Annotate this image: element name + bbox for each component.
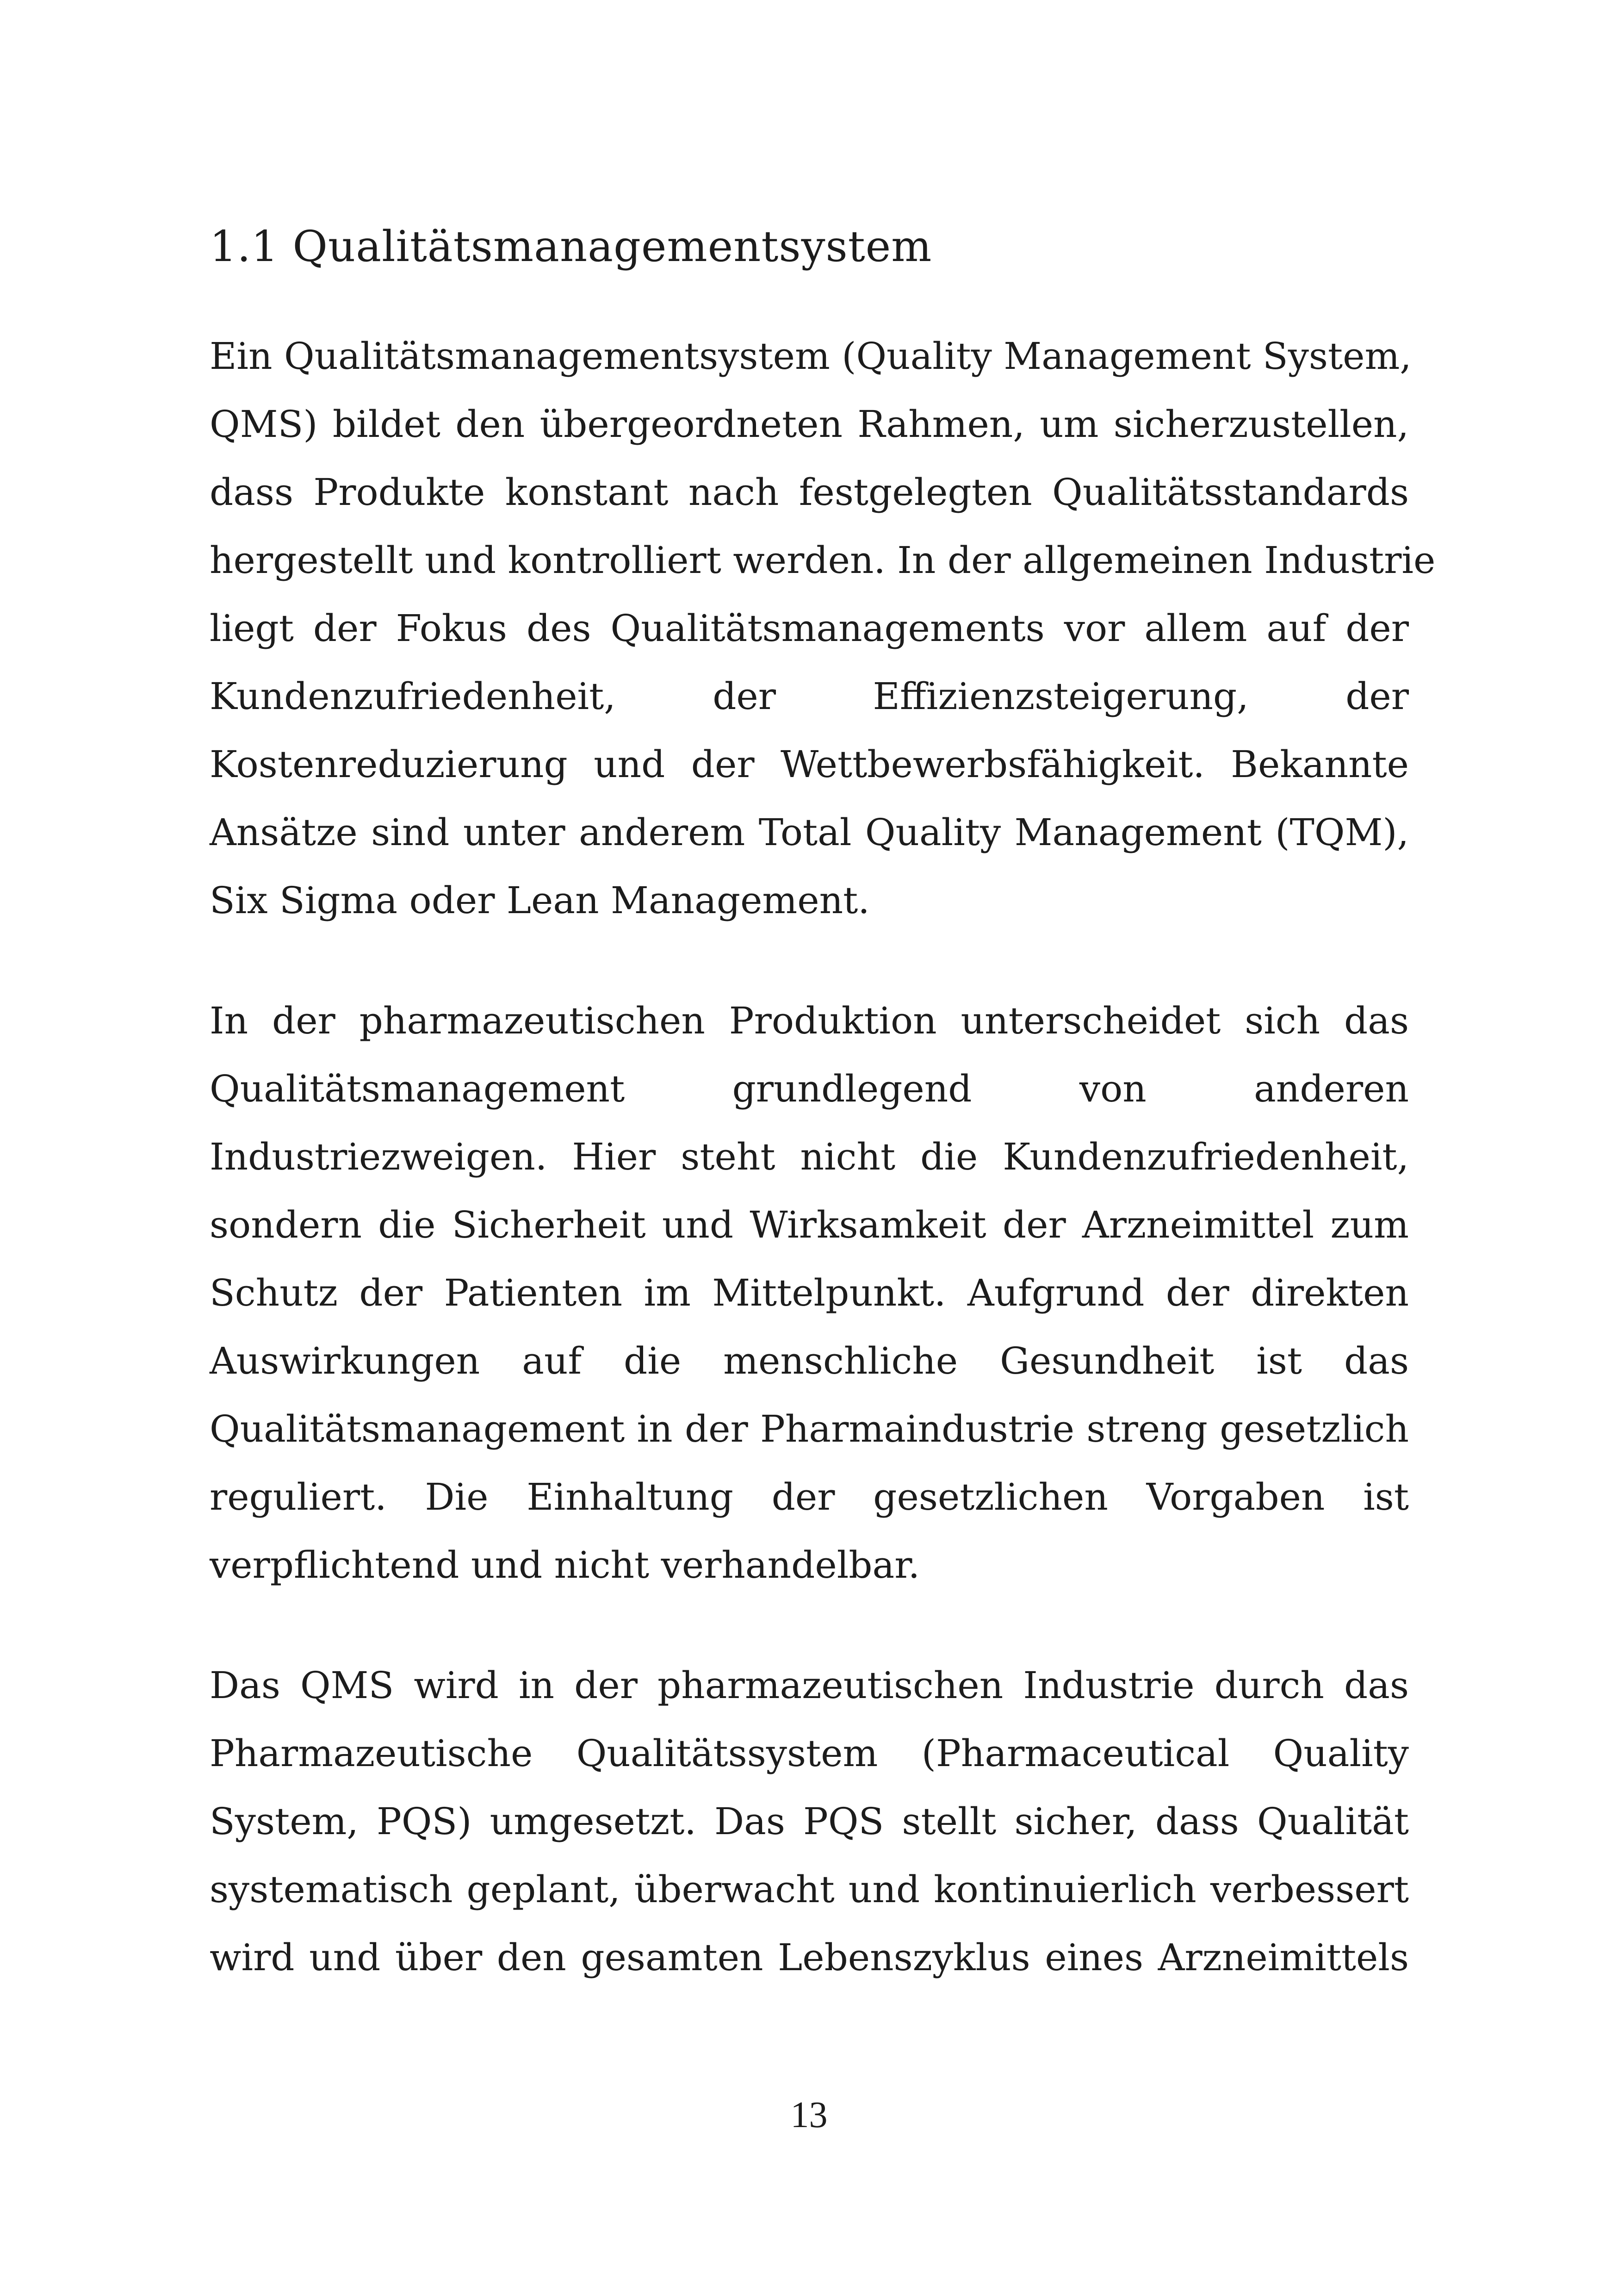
text-line: Ein Qualitätsmanagementsystem (Quality Management System, [210,335,1412,378]
text-line: systematisch geplant, überwacht und kontinuierlich verbessert [210,1868,1409,1911]
text-line: wird und über den gesamten Lebenszyklus eines Arzneimittels [210,1936,1409,1979]
text-line: hergestellt und kontrolliert werden. In der allgemeinen Industrie [210,539,1436,582]
paragraph-pqs [210,1651,1409,1991]
text-line: In der pharmazeutischen Produktion unterscheidet sich das [210,999,1409,1042]
text-line: Qualitätsmanagement grundlegend von anderen [210,1067,1409,1110]
text-line: sondern die Sicherheit und Wirksamkeit der Arzneimittel zum [210,1203,1409,1246]
text-line: reguliert. Die Einhaltung der gesetzlichen Vorgaben ist [210,1475,1409,1518]
text-line: Kostenreduzierung und der Wettbewerbsfähigkeit. Bekannte [210,743,1409,786]
text-line: Qualitätsmanagement in der Pharmaindustrie streng gesetzlich [210,1407,1409,1450]
text-line: QMS) bildet den übergeordneten Rahmen, um sicherzustellen, [210,403,1409,446]
text-line: Schutz der Patienten im Mittelpunkt. Aufgrund der direkten [210,1271,1409,1314]
text-line: Pharmazeutische Qualitätssystem (Pharmaceutical Quality [210,1732,1409,1775]
text-line: verpflichtend und nicht verhandelbar. [210,1543,920,1587]
text-line: Six Sigma oder Lean Management. [210,879,870,922]
page-number: 13 [790,2095,828,2135]
text-line: Auswirkungen auf die menschliche Gesundheit ist das [210,1339,1409,1382]
paragraph-qms-definition [210,322,1436,934]
text-line: Das QMS wird in der pharmazeutischen Industrie durch das [210,1664,1409,1707]
text-line: dass Produkte konstant nach festgelegten Qualitätsstandards [210,471,1409,514]
text-line: liegt der Fokus des Qualitätsmanagements vor allem auf der [210,607,1409,650]
paragraph-pharma-quality [210,987,1409,1599]
text-line: Industriezweigen. Hier steht nicht die Kundenzufriedenheit, [210,1135,1409,1178]
text-line: Kundenzufriedenheit, der Effizienzsteigerung, der [210,675,1409,718]
section-heading: 1.1 Qualitätsmanagementsystem [210,222,932,271]
text-line: System, PQS) umgesetzt. Das PQS stellt sicher, dass Qualität [210,1800,1409,1843]
text-line: Ansätze sind unter anderem Total Quality Management (TQM), [210,811,1409,854]
